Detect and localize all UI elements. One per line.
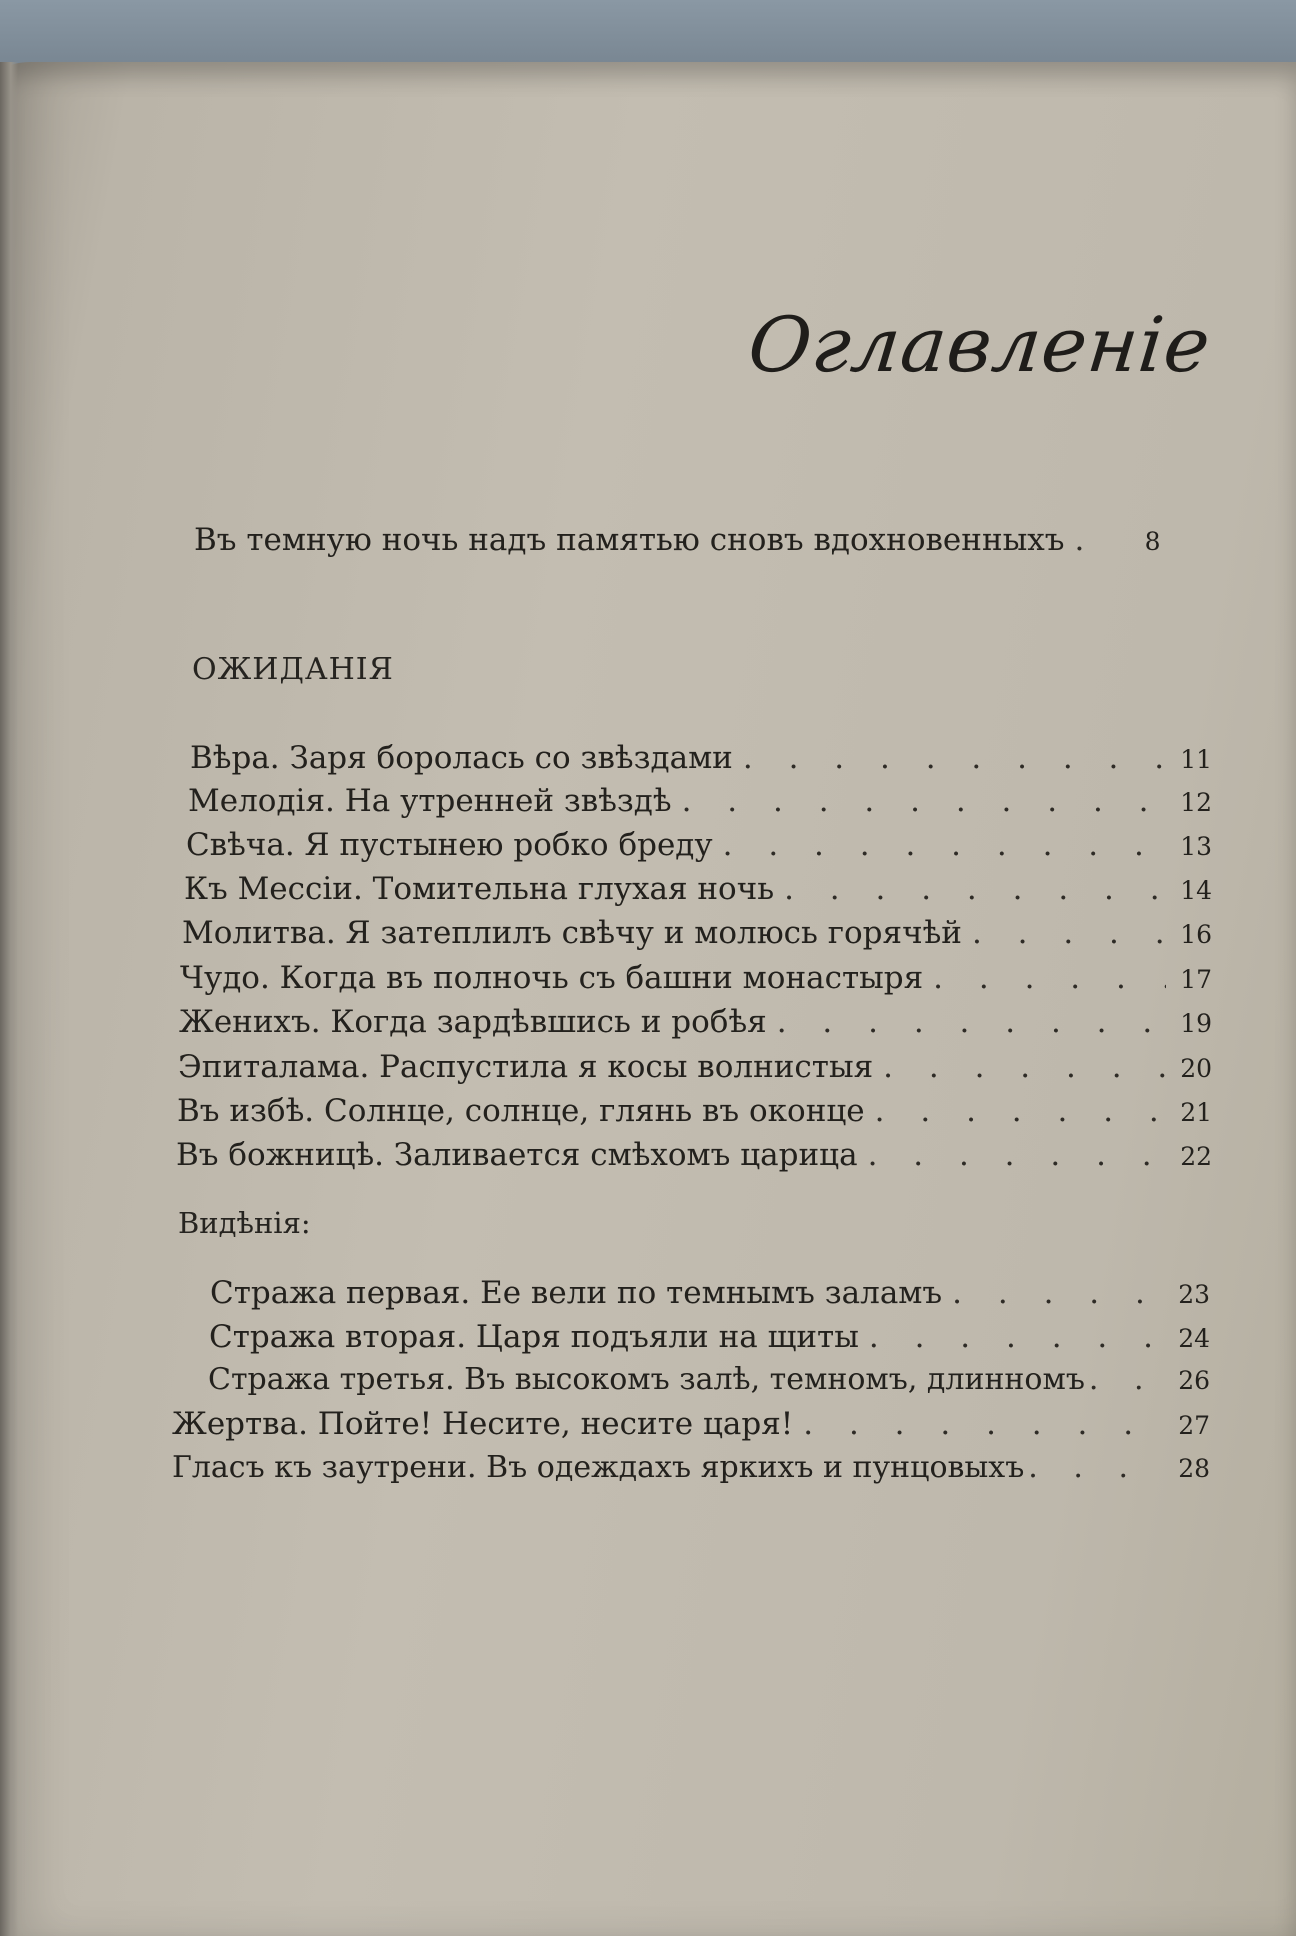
leader-dots — [1028, 1450, 1166, 1485]
toc-entry-page: 22 — [1180, 1142, 1212, 1171]
toc-entry-title: Стража первая. Ее вели по темнымъ заламъ — [210, 1275, 943, 1311]
toc-entry — [180, 960, 1212, 996]
toc-entry-intro — [194, 522, 1214, 558]
toc-entry-page: 14 — [1180, 876, 1212, 905]
toc-entry-title: Свѣча. Я пустынею робко бреду — [186, 827, 713, 863]
toc-entry — [188, 783, 1212, 819]
toc-entry-title: Молитва. Я затеплилъ свѣчу и молюсь горячѣй — [182, 915, 962, 951]
toc-entry-title: Женихъ. Когда зардѣвшись и робѣя — [179, 1004, 767, 1040]
toc-entry — [178, 1049, 1212, 1085]
toc-entry-page: 13 — [1180, 832, 1212, 861]
section-title-expectations: ОЖИДАНІЯ — [192, 652, 394, 687]
leader-dots — [952, 1275, 1164, 1311]
leader-dots — [803, 1406, 1164, 1442]
toc-entry — [184, 871, 1212, 907]
leader-dots — [743, 740, 1166, 776]
leader-dots — [933, 960, 1166, 996]
toc-entry-title: Чудо. Когда въ полночь съ башни монастыря — [180, 960, 924, 996]
leader-dots — [883, 1049, 1166, 1085]
leader-dots — [868, 1137, 1166, 1173]
leader-dots — [777, 1004, 1166, 1040]
toc-entry — [182, 915, 1212, 951]
toc-entry-title: Вѣра. Заря боролась со звѣздами — [190, 740, 733, 776]
toc-entry-page: 8 — [1144, 527, 1161, 556]
toc-entry-page: 17 — [1180, 965, 1212, 994]
toc-entry — [208, 1362, 1210, 1397]
toc-entry-page: 20 — [1180, 1054, 1212, 1083]
toc-entry-page: 26 — [1178, 1366, 1210, 1395]
toc-entry-title: Мелодія. На утренней звѣздѣ — [188, 783, 672, 819]
leader-dots — [869, 1319, 1164, 1355]
leader-dots — [875, 1093, 1166, 1129]
toc-entry-page: 23 — [1178, 1280, 1210, 1309]
toc-entry — [210, 1275, 1210, 1311]
section-title-visions: Видѣнія: — [178, 1206, 311, 1240]
toc-entry-title: Къ Мессіи. Томительна глухая ночь — [184, 871, 775, 907]
leader-dots — [784, 871, 1166, 907]
toc-entry-page: 24 — [1178, 1324, 1210, 1353]
toc-entry-title: Эпиталама. Распустила я косы волнистыя — [178, 1049, 874, 1085]
toc-entry-title: Стража вторая. Царя подъяли на щиты — [209, 1319, 859, 1355]
toc-entry — [190, 740, 1212, 776]
toc-entry — [172, 1406, 1210, 1442]
toc-entry-page: 21 — [1180, 1098, 1212, 1127]
toc-entry — [179, 1004, 1212, 1040]
toc-entry-page: 28 — [1178, 1454, 1210, 1483]
leader-dots — [1074, 522, 1114, 558]
toc-entry-title: Жертва. Пойте! Несите, несите царя! — [172, 1406, 794, 1442]
leader-dots — [723, 827, 1166, 863]
toc-entry-page: 11 — [1180, 745, 1212, 774]
leader-dots — [972, 915, 1166, 951]
leader-dots — [682, 783, 1166, 819]
toc-entry — [186, 827, 1212, 863]
toc-entry — [177, 1093, 1212, 1129]
toc-entry — [176, 1137, 1212, 1173]
toc-entry — [209, 1319, 1210, 1355]
toc-entry-title: Стража третья. Въ высокомъ залѣ, темномъ, длинномъ — [208, 1362, 1085, 1397]
toc-entry — [172, 1450, 1210, 1485]
toc-entry-page: 12 — [1180, 788, 1212, 817]
toc-entry-page: 27 — [1178, 1411, 1210, 1440]
toc-entry-title: Въ избѣ. Солнце, солнце, глянь въ оконце — [177, 1093, 865, 1129]
toc-entry-page: 19 — [1180, 1009, 1212, 1038]
toc-entry-title: Въ божницѣ. Заливается смѣхомъ царица — [176, 1137, 858, 1173]
leader-dots — [1089, 1362, 1166, 1397]
toc-entry-title: Гласъ къ заутрени. Въ одеждахъ яркихъ и пунцовыхъ — [172, 1450, 1025, 1485]
toc-entry-title: Въ темную ночь надъ памятью сновъ вдохновенныхъ — [194, 522, 1065, 558]
toc-entry-page: 16 — [1180, 920, 1212, 949]
contents-heading: Оглавленіе — [743, 300, 1215, 389]
